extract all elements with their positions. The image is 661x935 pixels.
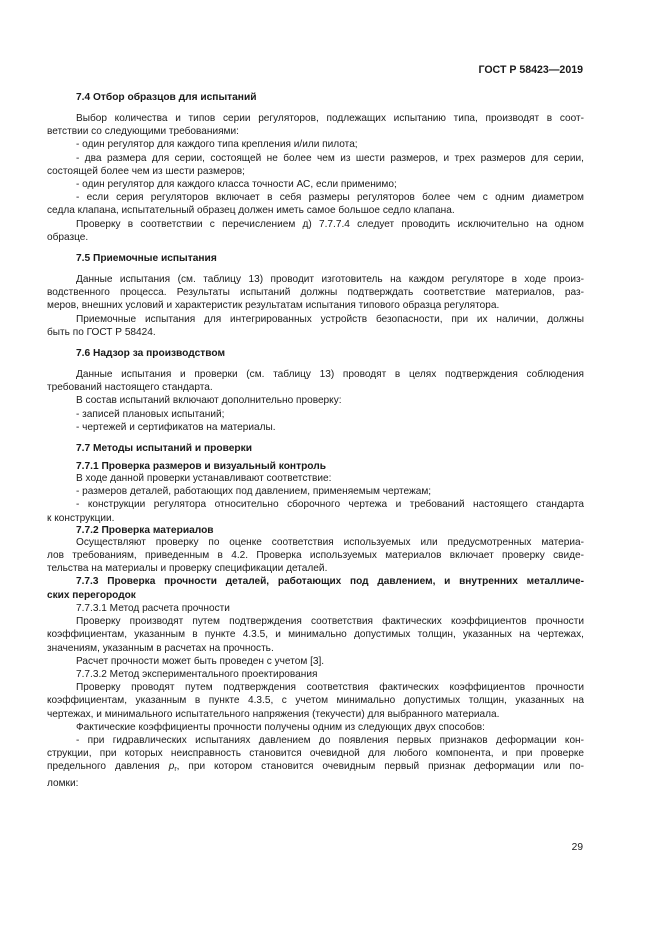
- list-item: - если серия регуляторов включает в себя размеры регуляторов более чем с одним диаметром седла клапана, испытательный образец должен иметь самое большое седло клапана.: [47, 192, 584, 217]
- paragraph: Приемочные испытания для интегрированных устройств безопасности, при их наличии, должны быть по ГОСТ Р 58424.: [47, 313, 584, 338]
- subsection-title-7-7-3-2: 7.7.3.2 Метод экспериментального проектирования: [76, 668, 318, 680]
- subsection-title-7-7-2: 7.7.2 Проверка материалов: [76, 524, 214, 536]
- section-title-7-5: 7.5 Приемочные испытания: [76, 253, 217, 265]
- subsection-title-7-7-1: 7.7.1 Проверка размеров и визуальный контроль: [76, 461, 326, 473]
- list-item: - чертежей и сертификатов на материалы.: [76, 421, 276, 433]
- paragraph: Данные испытания и проверки (см. таблицу 13) проводят в целях подтверждения соблюдения требований настоящего стандарта.: [47, 369, 584, 394]
- list-item: - два размера для серии, состоящей не более чем из шести размеров, и трех размеров для серии, состоящей более чем из шести размеров;: [47, 152, 584, 177]
- document-id: ГОСТ Р 58423—2019: [478, 64, 583, 76]
- list-item: - при гидравлических испытаниях давлением до появления первых признаков деформации кон- струкции, при которых неисправность становится очевидной для любого компонента, и при проверке предельного давления $p_r$, при котором становится очевидным первый признак деформации или по- ломки:: [47, 734, 584, 789]
- paragraph: Фактические коэффициенты прочности получены одним из следующих двух способов:: [76, 721, 485, 733]
- list-item: - размеров деталей, работающих под давлением, применяемым чертежам;: [76, 486, 432, 498]
- paragraph: Проверку производят путем подтверждения соответствия фактических коэффициентов прочности коэффициентам, указанным в пункте 4.3.5, и минимально допустимых толщин, указанных на чертежах, значениям, указанным в расчетах на прочность.: [47, 616, 584, 654]
- paragraph: Осуществляют проверку по оценке соответствия используемых или предусмотренных материа- лов требованиям, приведенным в 4.2. Проверка используемых материалов включает проверку свиде- тельства на материалы и проверку спецификации деталей.: [47, 536, 584, 575]
- page-number: 29: [571, 842, 583, 853]
- subsection-title-7-7-3-1: 7.7.3.1 Метод расчета прочности: [76, 602, 230, 614]
- section-title-7-6: 7.6 Надзор за производством: [76, 348, 226, 360]
- section-title-7-4: 7.4 Отбор образцов для испытаний: [76, 92, 257, 103]
- paragraph: Расчет прочности может быть проведен с учетом [3].: [76, 655, 325, 667]
- page-content: [47, 92, 584, 790]
- subsection-title-7-7-3: 7.7.3 Проверка прочности деталей, работающих под давлением, и внутренних металличе- ских перегородок: [47, 576, 584, 601]
- paragraph: В ходе данной проверки устанавливают соответствие:: [76, 473, 332, 485]
- section-title-7-7: 7.7 Методы испытаний и проверки: [76, 443, 252, 455]
- paragraph: Выбор количества и типов серии регуляторов, подлежащих испытанию типа, производят в соот- ветствии со следующими требованиями:: [47, 113, 584, 138]
- paragraph: Данные испытания (см. таблицу 13) проводит изготовитель на каждом регуляторе в ходе произ- водственного процесса. Результаты испытаний должны подтверждать соответствие материалов, раз- меров, внешних условий и характеристик результатам испытания типового образца регулятора.: [47, 274, 584, 312]
- list-item: - один регулятор для каждого типа крепления и/или пилота;: [76, 139, 358, 151]
- paragraph: В состав испытаний включают дополнительно проверку:: [76, 395, 342, 407]
- list-item: - конструкции регулятора относительно сборочного чертежа и требований настоящего стандарта к конструкции.: [47, 499, 584, 524]
- paragraph: Проверку в соответствии с перечислением д) 7.7.7.4 следует проводить исключительно на одном образце.: [47, 218, 584, 243]
- list-item: - записей плановых испытаний;: [76, 408, 225, 420]
- list-item: - один регулятор для каждого класса точности АС, если применимо;: [76, 179, 397, 191]
- paragraph: Проверку проводят путем подтверждения соответствия фактических коэффициентов прочности коэффициентам, указанным в пункте 4.3.5, с учетом минимально допустимых толщин, указанных на чертежах, и минимального испытательного напряжения (текучести) для выбранного материала.: [47, 682, 584, 720]
